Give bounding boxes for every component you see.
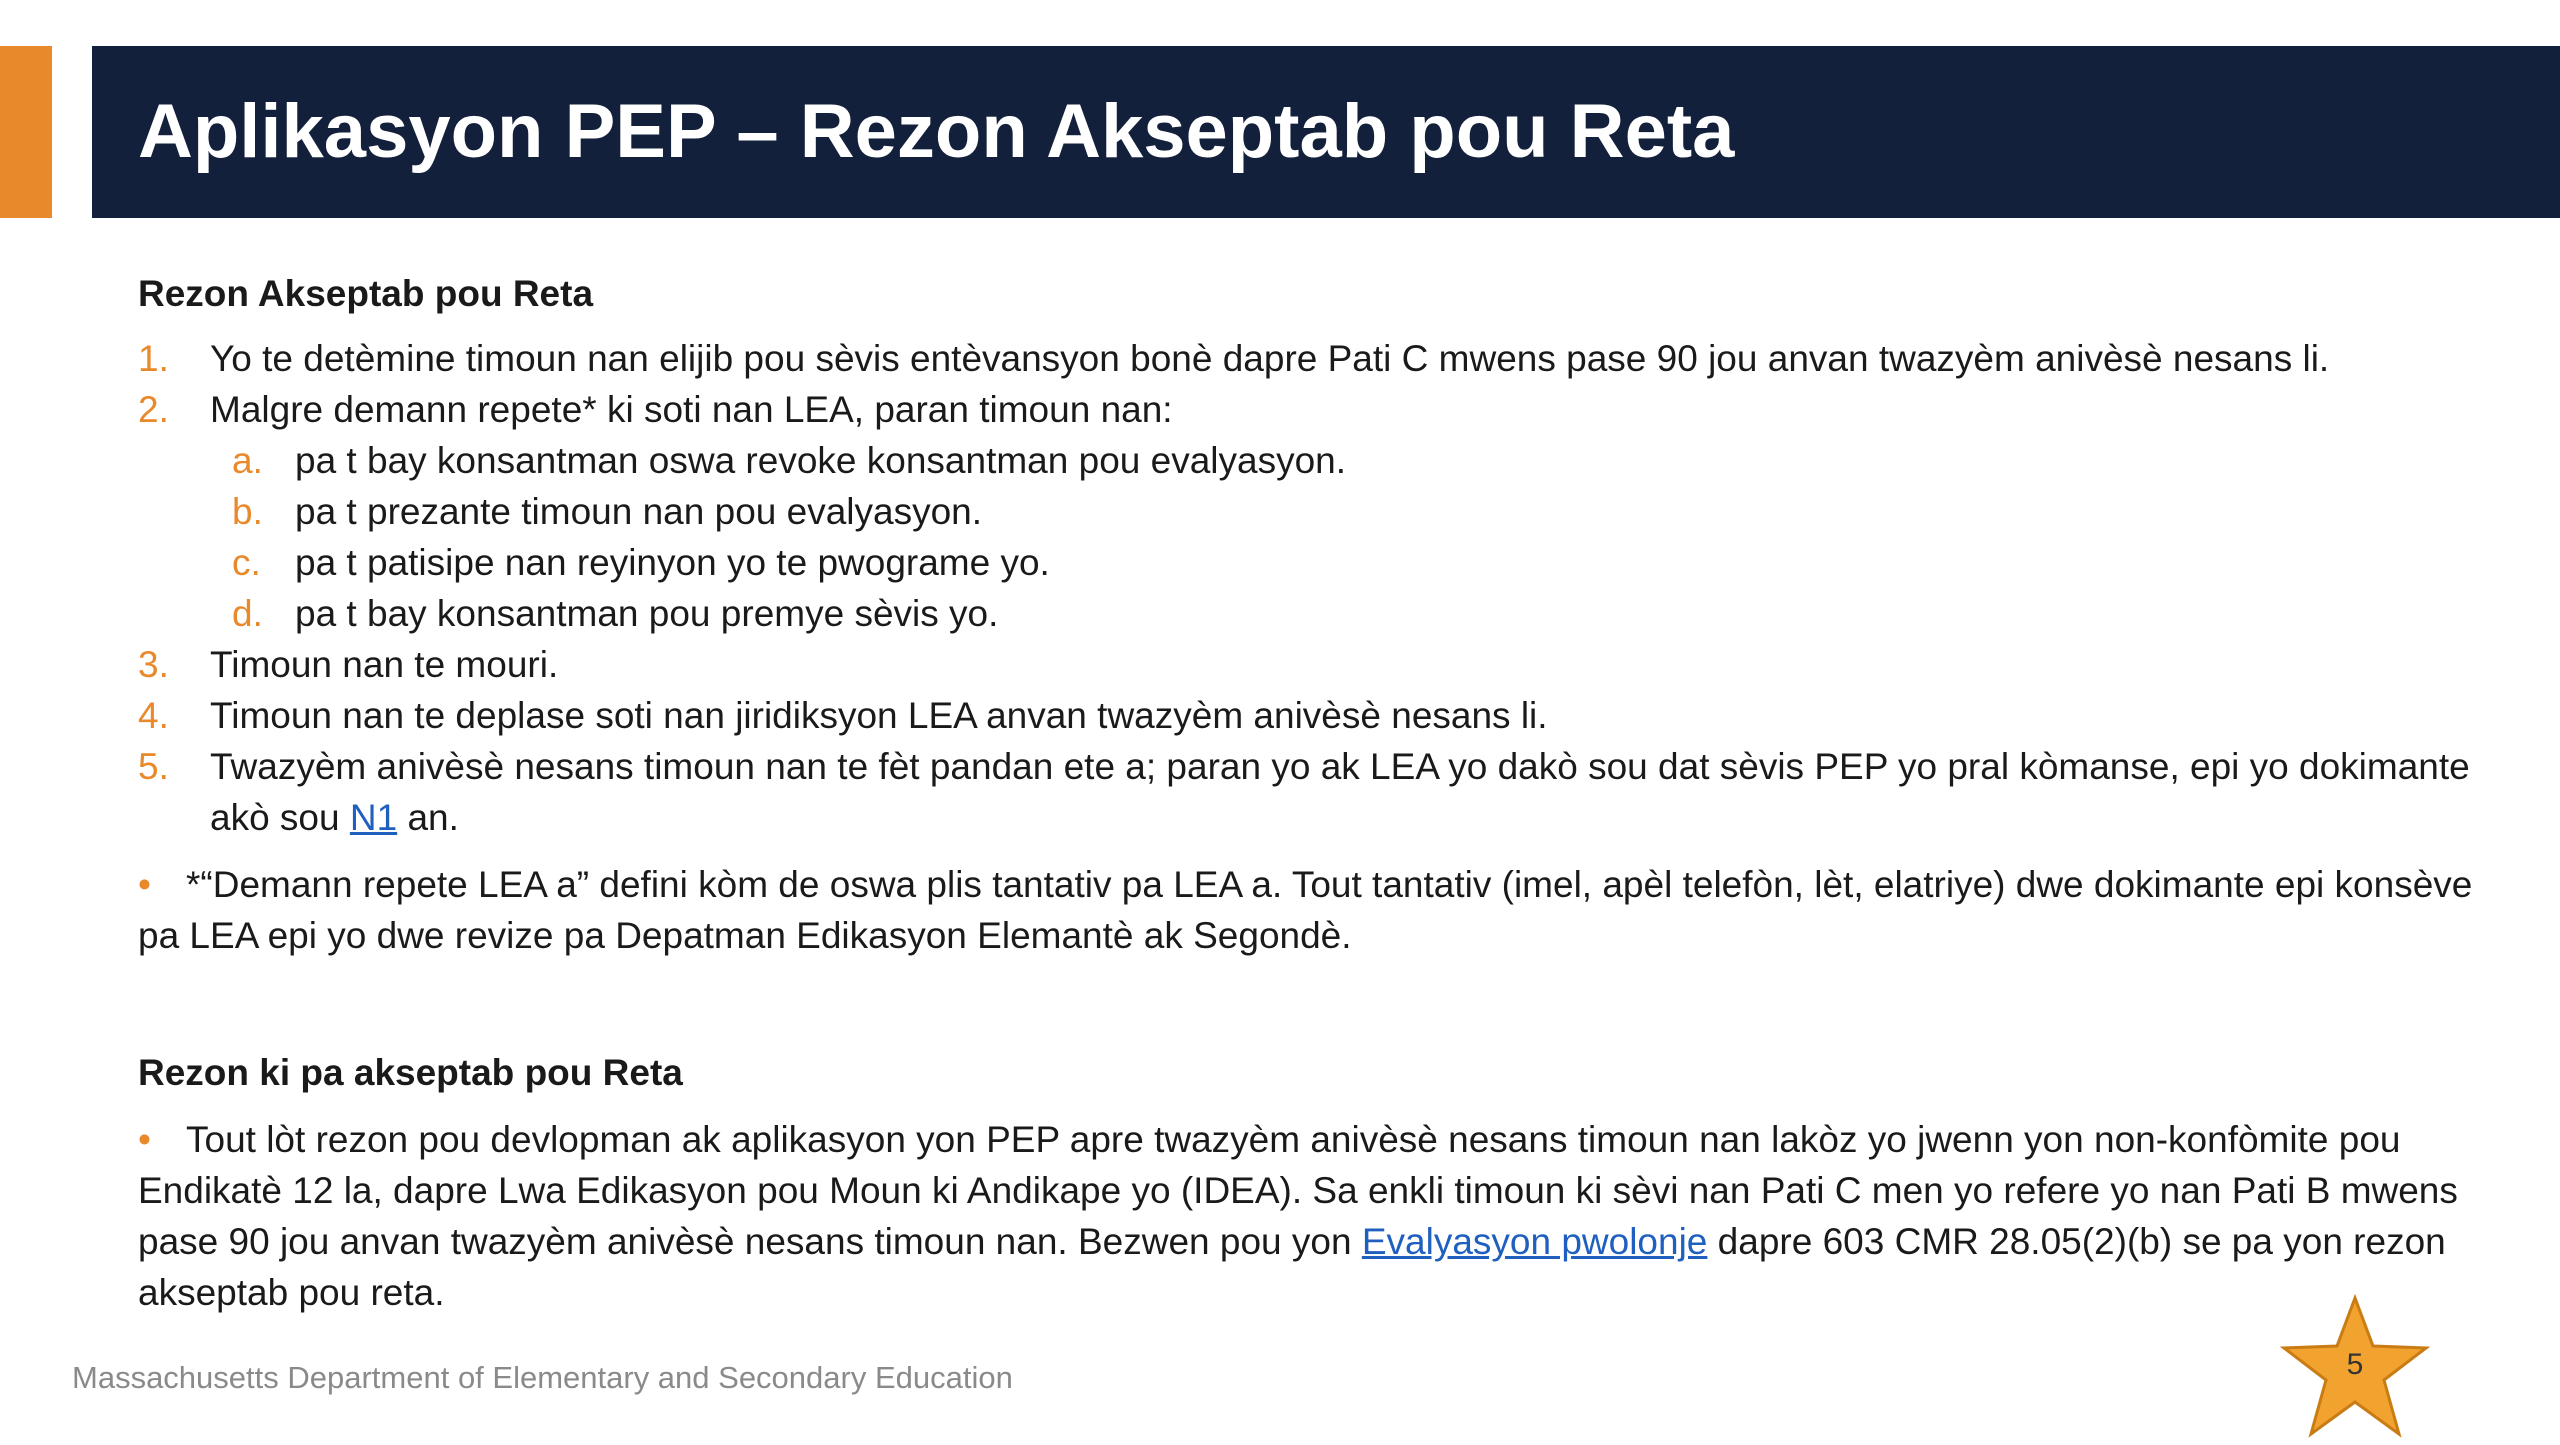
list-number: 1.	[138, 338, 169, 379]
note-text: *“Demann repete LEA a” defini kòm de oswa plis tantativ pa LEA a. Tout tantativ (imel, apèl telefòn, lèt, elatriye) dwe dokimante epi konsève pa LEA epi yo dwe revize pa Depatman Edikasyon Elemantè ak Segondè.	[138, 864, 2473, 956]
bullet-icon: •	[138, 864, 151, 905]
page-number-badge	[2280, 1294, 2430, 1440]
list-number: 5.	[138, 746, 169, 787]
unacceptable-text-after: dapre 603 CMR 28.05(2)(b) se pa yon rezon akseptab pou reta.	[138, 1221, 2446, 1313]
list-item-text: Malgre demann repete* ki soti nan LEA, paran timoun nan:	[210, 389, 1173, 430]
sub-list-item	[138, 588, 2478, 639]
sub-list-letter: a.	[232, 440, 263, 481]
section-heading-acceptable: Rezon Akseptab pou Reta	[138, 273, 594, 314]
slide-content	[138, 268, 2478, 1318]
sub-list-item	[138, 537, 2478, 588]
title-bar	[92, 46, 2560, 218]
acceptable-reasons-list	[138, 333, 2478, 843]
list-item-text: Timoun nan te deplase soti nan jiridiksyon LEA anvan twazyèm anivèsè nesans li.	[210, 695, 1548, 736]
page-number: 5	[2346, 1348, 2364, 1381]
bullet-icon: •	[138, 1119, 151, 1160]
unacceptable-text-before: Tout lòt rezon pou devlopman ak aplikasyon yon PEP apre twazyèm anivèsè nesans timoun nan lakòz yo jwenn yon non-konfòmite pou Endikatè 12 la, dapre Lwa Edikasyon pou Moun ki Andikape yo (IDEA). Sa enkli timoun ki sèvi nan Pati C men yo refere yo nan Pati B mwens pase 90 jou anvan twazyèm anivèsè nesans timoun nan. Bezwen pou yon	[138, 1119, 2458, 1262]
list-item	[138, 333, 2478, 384]
list-item-text-before: Twazyèm anivèsè nesans timoun nan te fèt pandan ete a; paran yo ak LEA yo dakò sou dat sèvis PEP yo pral kòmanse, epi yo dokimante akò sou	[210, 746, 2470, 838]
sub-list	[210, 435, 2478, 639]
list-number: 4.	[138, 695, 169, 736]
sub-list-letter: c.	[232, 542, 261, 583]
list-item	[138, 741, 2478, 843]
sub-list-item-text: pa t prezante timoun nan pou evalyasyon.	[295, 491, 983, 532]
section-heading-unacceptable: Rezon ki pa akseptab pou Reta	[138, 1052, 683, 1093]
unacceptable-paragraph	[138, 1114, 2478, 1318]
list-number: 3.	[138, 644, 169, 685]
footer-organization: Massachusetts Department of Elementary and Secondary Education	[72, 1360, 1013, 1395]
sub-list-letter: b.	[232, 491, 263, 532]
list-item	[138, 639, 2478, 690]
note-paragraph	[138, 859, 2478, 961]
sub-list-item-text: pa t bay konsantman pou premye sèvis yo.	[295, 593, 999, 634]
list-item	[138, 384, 2478, 639]
sub-list-item	[138, 486, 2478, 537]
n1-link[interactable]: N1	[349, 797, 398, 838]
sub-list-item	[138, 435, 2478, 486]
list-item	[138, 690, 2478, 741]
list-item-text-after: an.	[397, 797, 459, 838]
slide-title: Aplikasyon PEP – Rezon Akseptab pou Reta	[138, 89, 1735, 174]
list-number: 2.	[138, 389, 169, 430]
sub-list-item-text: pa t bay konsantman oswa revoke konsantman pou evalyasyon.	[295, 440, 1347, 481]
list-item-text: Yo te detèmine timoun nan elijib pou sèvis entèvansyon bonè dapre Pati C mwens pase 90 jou anvan twazyèm anivèsè nesans li.	[210, 338, 2330, 379]
sub-list-letter: d.	[232, 593, 263, 634]
list-item-text: Timoun nan te mouri.	[210, 644, 559, 685]
evaluation-link[interactable]: Evalyasyon pwolonje	[1361, 1221, 1708, 1262]
accent-bar	[0, 46, 52, 218]
sub-list-item-text: pa t patisipe nan reyinyon yo te pwograme yo.	[295, 542, 1050, 583]
